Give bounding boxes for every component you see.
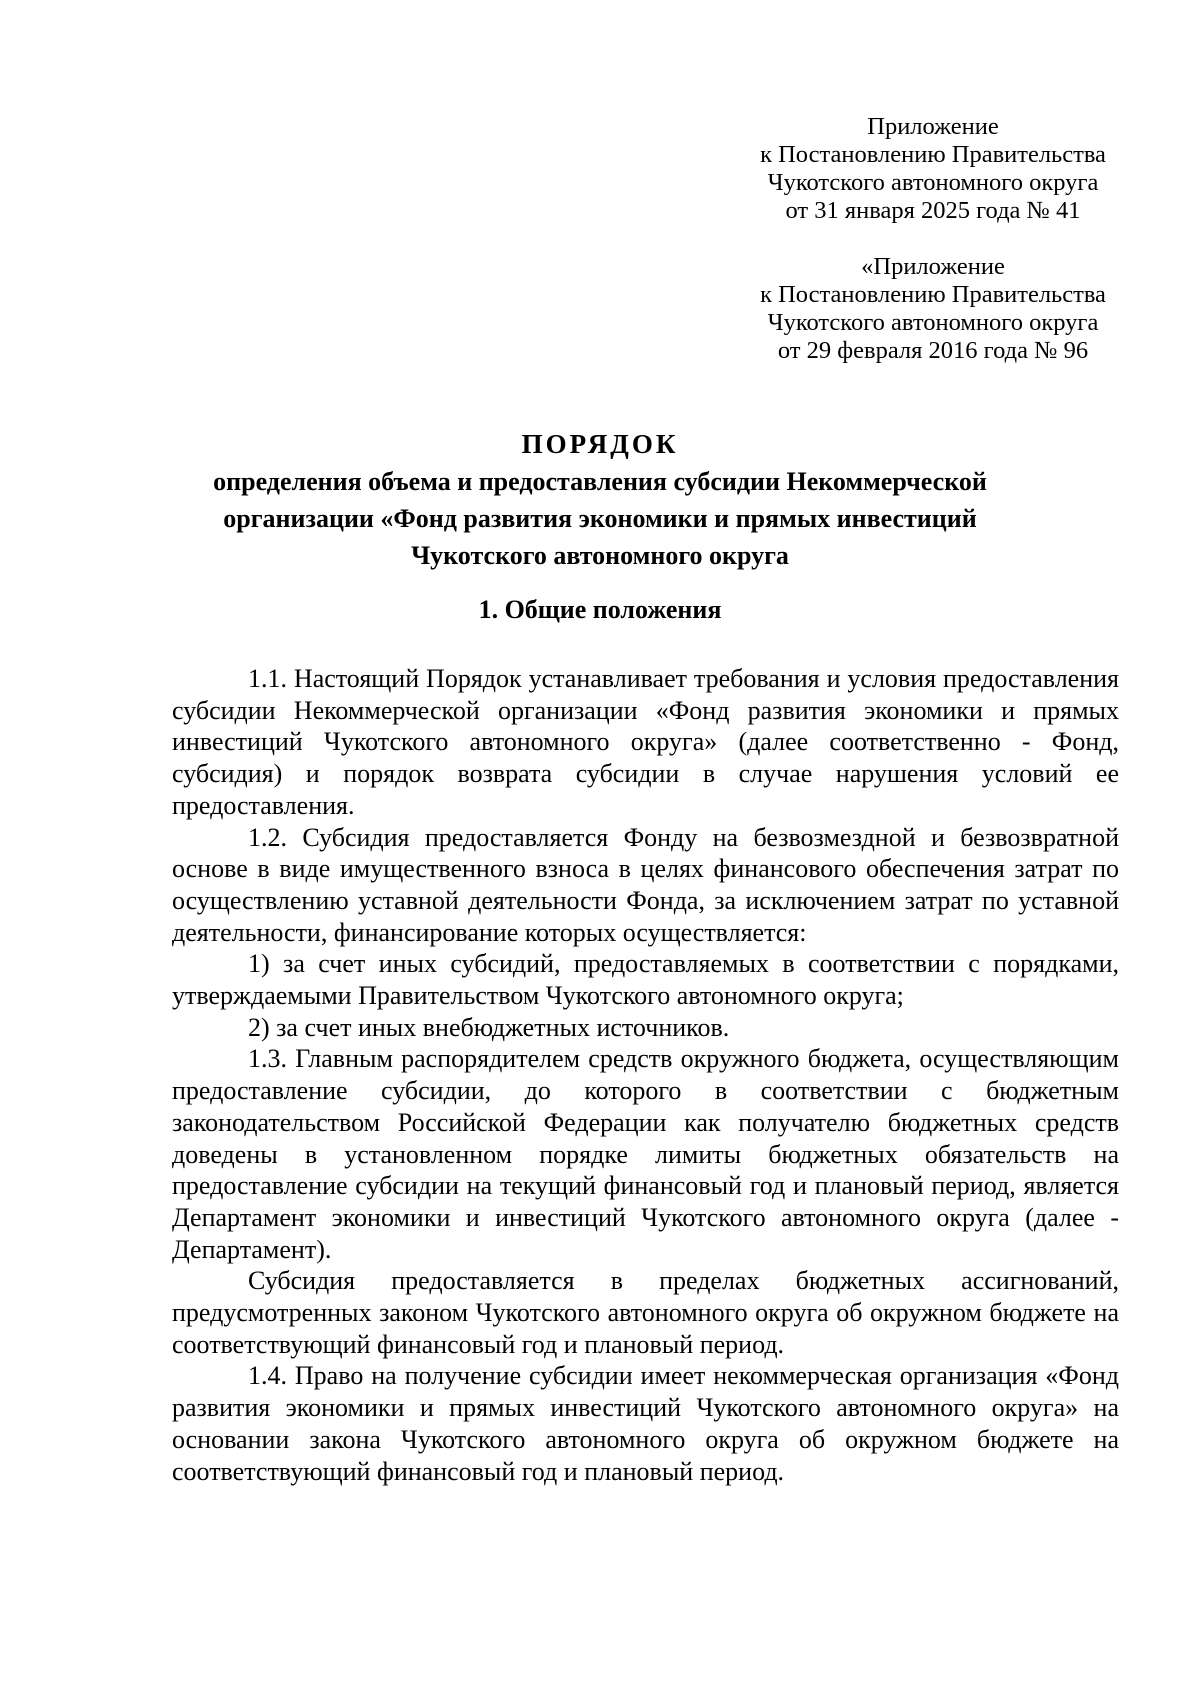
paragraph: 1) за счет иных субсидий, предоставляемых в соответствии с порядками, утверждаемыми Правительством Чукотского автономного округа; xyxy=(172,949,1119,1011)
document-title: ПОРЯДОК xyxy=(521,429,679,459)
paragraph: 1.4. Право на получение субсидии имеет некоммерческая организация «Фонд развития экономики и прямых инвестиций Чукотского автономного округа» на основании закона Чукотского автономного округа об окружном бюджете на соответствующий финансовый год и плановый период. xyxy=(172,1361,1119,1486)
appendix-previous-line: Чукотского автономного округа xyxy=(767,309,1099,336)
appendix-header-line: Чукотского автономного округа xyxy=(767,169,1099,196)
appendix-header-line: от 31 января 2025 года № 41 xyxy=(785,197,1081,224)
paragraph: 2) за счет иных внебюджетных источников. xyxy=(248,1012,730,1042)
paragraph: Субсидия предоставляется в пределах бюджетных ассигнований, предусмотренных законом Чукотского автономного округа об окружном бюджете на соответствующий финансовый год и плановый период. xyxy=(172,1266,1119,1359)
section-body xyxy=(172,663,1119,1487)
paragraph: 1.1. Настоящий Порядок устанавливает требования и условия предоставления субсидии Некоммерческой организации «Фонд развития экономики и прямых инвестиций Чукотского автономного округа» (далее соответственно - Фонд, субсидия) и порядок возврата субсидии в случае нарушения условий ее предоставления. xyxy=(172,664,1119,820)
appendix-header xyxy=(748,113,1118,225)
appendix-previous-line: от 29 февраля 2016 года № 96 xyxy=(777,337,1089,364)
appendix-header-line: к Постановлению Правительства xyxy=(760,141,1106,168)
document-subtitle-line: Чукотского автономного округа xyxy=(411,541,789,570)
document-title-block xyxy=(150,426,1050,574)
paragraph: 1.3. Главным распорядителем средств окружного бюджета, осуществляющим предоставление субсидии, до которого в соответствии с бюджетным законодательством Российской Федерации как получателю бюджетных средств доведены в установленном порядке лимиты бюджетных обязательств на предоставление субсидии на текущий финансовый год и плановый период, является Департамент экономики и инвестиций Чукотского автономного округа (далее - Департамент). xyxy=(172,1044,1119,1264)
appendix-header-line: Приложение xyxy=(867,113,999,140)
appendix-previous-line: «Приложение xyxy=(861,253,1005,280)
section-heading: 1. Общие положения xyxy=(478,595,722,624)
paragraph: 1.2. Субсидия предоставляется Фонду на безвозмездной и безвозвратной основе в виде имущественного взноса в целях финансового обеспечения затрат по осуществлению уставной деятельности Фонда, за исключением затрат по уставной деятельности, финансирование которых осуществляется: xyxy=(172,822,1119,947)
appendix-previous xyxy=(748,253,1118,365)
document-subtitle-line: определения объема и предоставления субсидии Некоммерческой xyxy=(213,467,987,496)
appendix-previous-line: к Постановлению Правительства xyxy=(760,281,1106,308)
document-subtitle-line: организации «Фонд развития экономики и прямых инвестиций xyxy=(223,504,977,533)
